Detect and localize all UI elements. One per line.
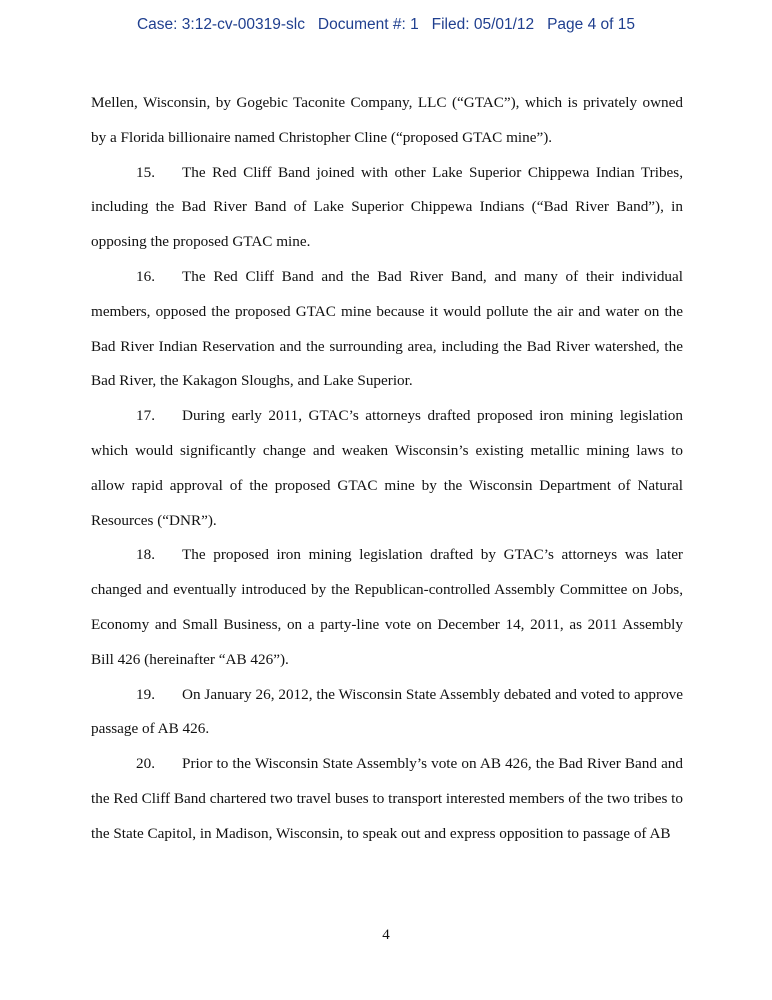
paragraph-text: The Red Cliff Band and the Bad River Band, and many of their individual members, opposed the proposed GTAC mine because it would pollute the air and water on the Bad River Indian Reservation and the surrounding area, including the Bad River watershed, the Bad River, the Kakagon Sloughs, and Lake Superior. bbox=[91, 267, 683, 390]
paragraph-text: The Red Cliff Band joined with other Lake Superior Chippewa Indian Tribes, including the Bad River Band of Lake Superior Chippewa Indians (“Bad River Band”), in opposing the proposed GTAC mine. bbox=[91, 163, 683, 251]
paragraph-15 bbox=[91, 156, 683, 260]
paragraph-17 bbox=[91, 399, 683, 538]
paragraph-number: 18. bbox=[136, 546, 155, 564]
paragraph-18 bbox=[91, 538, 683, 677]
document-number: Document #: 1 bbox=[317, 16, 419, 33]
paragraph-number: 19. bbox=[136, 685, 155, 703]
paragraph-text: On January 26, 2012, the Wisconsin State Assembly debated and voted to approve passage of AB 426. bbox=[91, 685, 683, 738]
paragraph-number: 16. bbox=[136, 267, 155, 285]
paragraph-text: The proposed iron mining legislation drafted by GTAC’s attorneys was later changed and eventually introduced by the Republican-controlled Assembly Committee on Jobs, Economy and Small Business, on a party-line vote on December 14, 2011, as 2011 Assembly Bill 426 (hereinafter “AB 426”). bbox=[91, 546, 683, 668]
paragraph-number: 15. bbox=[136, 163, 155, 181]
filed-date: Filed: 05/01/12 bbox=[431, 16, 535, 33]
paragraph-text: During early 2011, GTAC’s attorneys drafted proposed iron mining legislation which would significantly change and weaken Wisconsin’s existing metallic mining laws to allow rapid approval of the proposed GTAC mine by the Wisconsin Department of Natural Resources (“DNR”). bbox=[91, 407, 683, 529]
paragraph-20 bbox=[91, 747, 683, 851]
case-number: Case: 3:12-cv-00319-slc bbox=[136, 16, 305, 33]
page-number: 4 bbox=[382, 927, 390, 943]
continuation-text: Mellen, Wisconsin, by Gogebic Taconite Company, LLC (“GTAC”), which is privately owned by a Florida billionaire named Christopher Cline (“proposed GTAC mine”). bbox=[91, 94, 683, 146]
page-indicator: Page 4 of 15 bbox=[547, 16, 636, 33]
paragraph-text: Prior to the Wisconsin State Assembly’s vote on AB 426, the Bad River Band and the Red Cliff Band chartered two travel buses to transport interested members of the two tribes to the State Capitol, in Madison, Wisconsin, to speak out and express opposition to passage of AB bbox=[91, 755, 683, 842]
case-header bbox=[0, 16, 772, 34]
paragraph-19 bbox=[91, 678, 683, 748]
document-body bbox=[91, 86, 683, 852]
paragraph-number: 20. bbox=[136, 755, 155, 773]
paragraph-number: 17. bbox=[136, 407, 155, 425]
paragraph-16 bbox=[91, 260, 683, 399]
